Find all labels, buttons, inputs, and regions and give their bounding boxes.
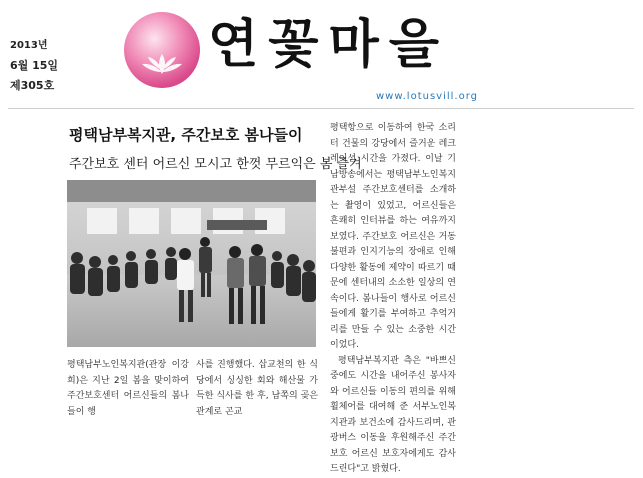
group-dance-photo (67, 180, 316, 347)
article-subhead: 주간보호 센터 어르신 모시고 한껏 무르익은 봄 즐겨 (69, 157, 362, 172)
article-body-col3 (330, 121, 456, 478)
masthead-divider (8, 108, 634, 109)
issue-number: 제305호 (10, 79, 55, 92)
body-paragraph: 평택남부복지관 측은 "바쁘신 중에도 시간을 내어주신 봉사자와 어르신들 이동의 편의를 위해 휠체어를 대여해 준 서부노인복지관과 보건소에 감사드리며, 관광버스 이동을 후원해주신 주간보호 어르신 보호자에게도 감사드린다"고 밝혔다. (330, 355, 456, 474)
article-body-col1 (67, 358, 189, 420)
lotus-logo-icon (122, 10, 202, 90)
body-paragraph: 평택항으로 이동하여 한국 소리터 건물의 강당에서 즐거운 레크레이션 시간을 가졌다. 이날 기남방송에서는 평택남부노인복지관부설 주간보호센터를 소개하는 촬영이 있었고, 어르신들은 흔쾌히 인터뷰를 하는 여유까지 보였다. 주간보호 어르신은 거동불편과 인지기능의 장애로 인해 다양한 활동에 제약이 따르기 때문에 센터내의 소소한 일상의 연속이다. 봄나들이 행사로 어르신들에게 활기를 부여하고 추억거리를 만들 수 있는 소중한 시간이었다. (330, 123, 456, 350)
body-paragraph: 사를 진행했다. 삽교천의 한 식당에서 싱싱한 회와 해산물 가득한 식사를 한 후, 남쪽의 곶은 관계로 곤교 (196, 360, 318, 417)
issue-year: 2013년 (10, 40, 48, 51)
article-body-col2 (196, 358, 318, 420)
site-url[interactable]: www.lotusvill.org (376, 91, 478, 102)
masthead (0, 0, 643, 112)
article-headline: 평택남부복지관, 주간보호 봄나들이 (69, 126, 303, 144)
issue-date: 6월 15일 (10, 59, 59, 72)
brand-title: 연꽃마을 (208, 15, 449, 75)
body-paragraph: 평택남부노인복지관(관장 이강희)은 지난 2일 봄을 맞이하여 주간보호센터 어르신들의 봄나들이 행 (67, 360, 189, 417)
issue-info (10, 36, 58, 96)
